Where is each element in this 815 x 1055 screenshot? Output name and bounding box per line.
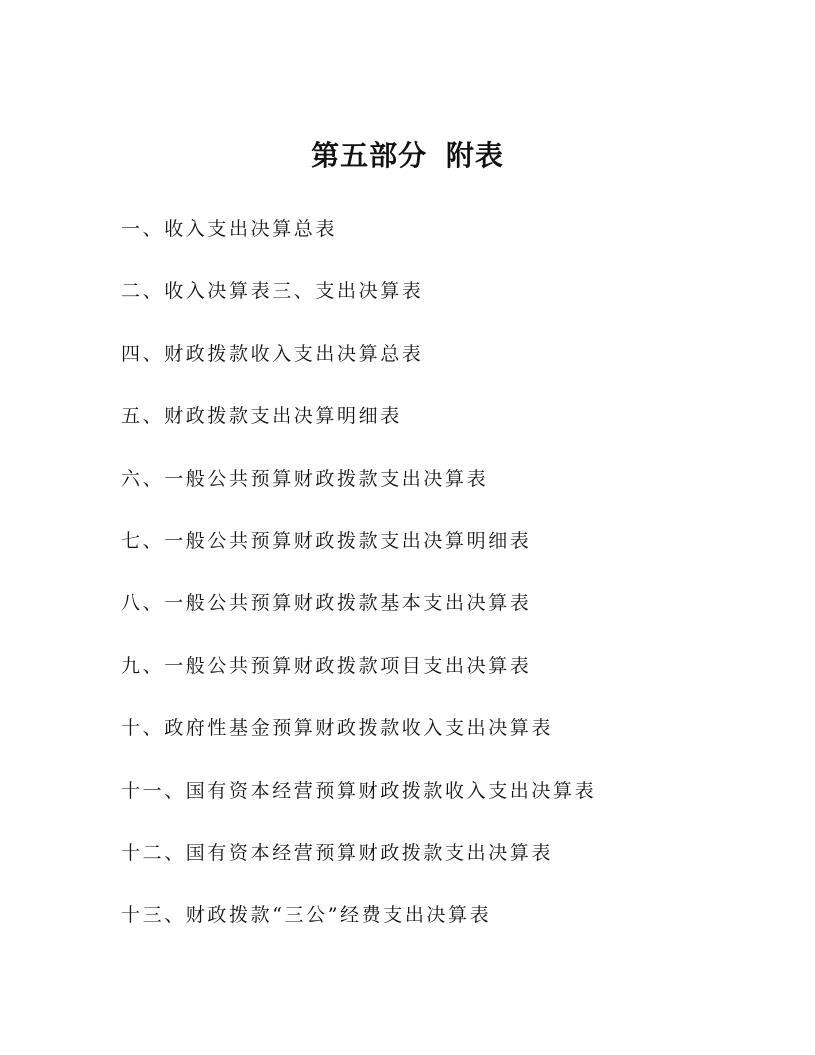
appendix-item-4: 四、财政拨款收入支出决算总表 xyxy=(121,342,424,365)
appendix-item-7: 七、一般公共预算财政拨款支出决算明细表 xyxy=(121,529,532,552)
appendix-item-6: 六、一般公共预算财政拨款支出决算表 xyxy=(121,467,489,490)
appendix-list xyxy=(121,212,781,961)
appendix-item-8: 八、一般公共预算财政拨款基本支出决算表 xyxy=(121,592,532,615)
appendix-item-9: 九、一般公共预算财政拨款项目支出决算表 xyxy=(121,654,532,677)
appendix-item-2: 二、收入决算表三、支出决算表 xyxy=(121,280,424,303)
appendix-item-12: 十二、国有资本经营预算财政拨款支出决算表 xyxy=(121,841,554,864)
page-title: 第五部分 附表 xyxy=(311,139,504,172)
appendix-item-5: 五、财政拨款支出决算明细表 xyxy=(121,405,402,428)
appendix-item-10: 十、政府性基金预算财政拨款收入支出决算表 xyxy=(121,717,554,740)
appendix-item-11: 十一、国有资本经营预算财政拨款收入支出决算表 xyxy=(121,779,597,802)
appendix-item-13: 十三、财政拨款“三公”经费支出决算表 xyxy=(121,904,492,927)
appendix-item-1: 一、收入支出决算总表 xyxy=(121,218,338,240)
